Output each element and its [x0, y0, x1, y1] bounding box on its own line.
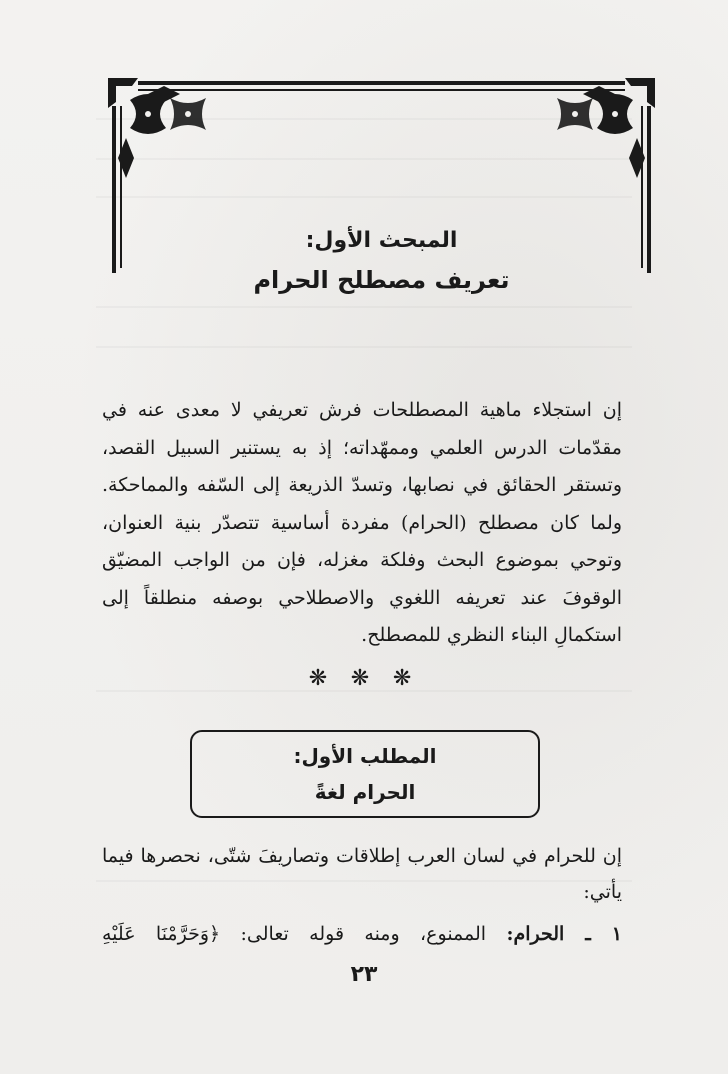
definition-line — [102, 916, 622, 952]
body-paragraph: إن استجلاء ماهية المصطلحات فرش تعريفي لا معدى عنه في مقدّمات الدرس العلمي وممهّداته؛ إذ به يستنير السبيل القصد، وتستقر الحقائق في نصابها، وتسدّ الذريعة إلى السّفه والمماحكة. ولما كان مصطلح (الحرام) مفردة أساسية تتصدّر بنية العنوان، وتوحي بموضوع البحث وفلكة مغزله، فإن من الواجب المضيّق الوقوفَ عند تعريفه اللغوي والاصطلاحي بوصفه منطلقاً إلى استكمالِ البناء النظري للمصطلح. — [102, 399, 622, 646]
intro-paragraph: إن للحرام في لسان العرب إطلاقات وتصاريفَ شتّى، نحصرها فيما يأتي: — [102, 845, 622, 903]
section-number-label: المطلب الأول: — [293, 744, 437, 768]
chapter-title: تعريف مصطلح الحرام — [253, 266, 510, 294]
corner-ornament-icon — [108, 78, 206, 178]
bleed-line — [96, 306, 632, 308]
definition-text: الممنوع، ومنه قوله تعالى: ﴿وَحَرَّمْنَا عَلَيْهِ — [102, 923, 487, 945]
star-separator-icon: ❋ ❋ ❋ — [308, 666, 420, 691]
chapter-number-label: المبحث الأول: — [305, 228, 458, 253]
section-title: الحرام لغةً — [314, 780, 416, 804]
bleed-line — [96, 346, 632, 348]
definition-term: ١ ـ الحرام: — [506, 923, 622, 945]
section-heading-box — [190, 730, 540, 818]
page-number: ٢٣ — [350, 962, 378, 987]
